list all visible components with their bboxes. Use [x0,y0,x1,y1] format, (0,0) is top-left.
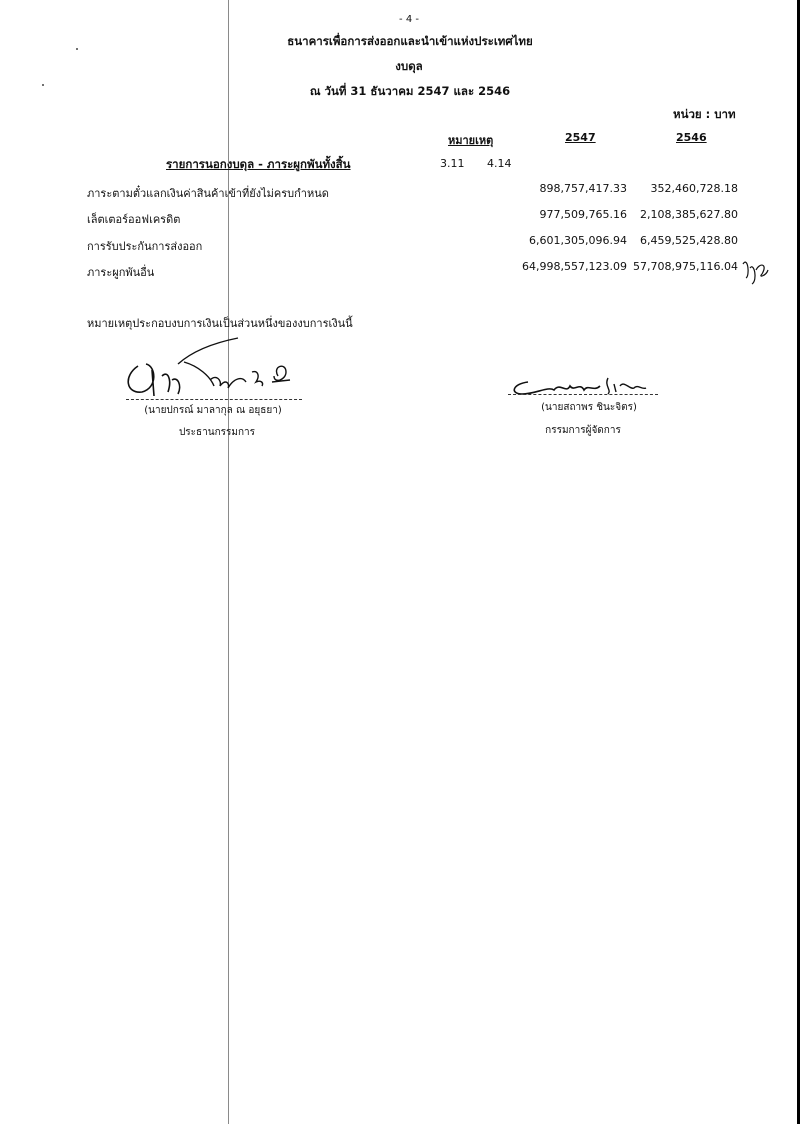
date-line: ณ วันที่ 31 ธันวาคม 2547 และ 2546 [309,84,511,98]
note-column-header: หมายเหตุ [448,134,494,147]
value-2546: 6,459,525,428.80 [640,234,738,247]
section-title: รายการนอกงบดุล - ภาระผูกพันทั้งสิ้น [166,157,351,171]
value-2547: 6,601,305,096.94 [529,234,627,247]
president-title: กรรมการผู้จัดการ [545,425,621,436]
year-2546-header: 2546 [676,131,707,144]
footnote: หมายเหตุประกอบงบการเงินเป็นส่วนหนึ่งของงบการเงินนี้ [87,317,353,330]
row-label: ภาระผูกพันอื่น [87,266,155,279]
note-ref: 3.11 [440,157,465,170]
note-ref: 4.14 [487,157,512,170]
scan-speck [42,84,44,86]
initials-mark [740,254,770,286]
row-label: ภาระตามตั๋วแลกเงินค่าสินค้าเข้าที่ยังไม่ครบกำหนด [87,187,329,200]
signature-line [126,399,302,400]
scan-speck [76,48,78,50]
chairman-name: (นายปกรณ์ มาลากุล ณ อยุธยา) [144,405,282,416]
value-2546: 2,108,385,627.80 [640,208,738,221]
value-2547: 977,509,765.16 [539,208,627,221]
value-2546: 352,460,728.18 [650,182,738,195]
president-name: (นายสถาพร ชินะจิตร) [541,402,637,413]
value-2546: 57,708,975,116.04 [633,260,738,273]
page-number: - 4 - [399,14,419,25]
chairman-signature [118,336,303,400]
row-label: การรับประกันการส่งออก [87,240,203,253]
row-label: เล็ตเตอร์ออฟเครดิต [87,213,181,226]
value-2547: 898,757,417.33 [539,182,627,195]
value-2547: 64,998,557,123.09 [522,260,627,273]
signature-line [508,394,658,395]
unit-label: หน่วย : บาท [673,107,736,121]
bank-name: ธนาคารเพื่อการส่งออกและนำเข้าแห่งประเทศไทย [287,34,533,48]
statement-title: งบดุล [395,59,423,73]
year-2547-header: 2547 [565,131,596,144]
chairman-title: ประธานกรรมการ [178,427,256,438]
